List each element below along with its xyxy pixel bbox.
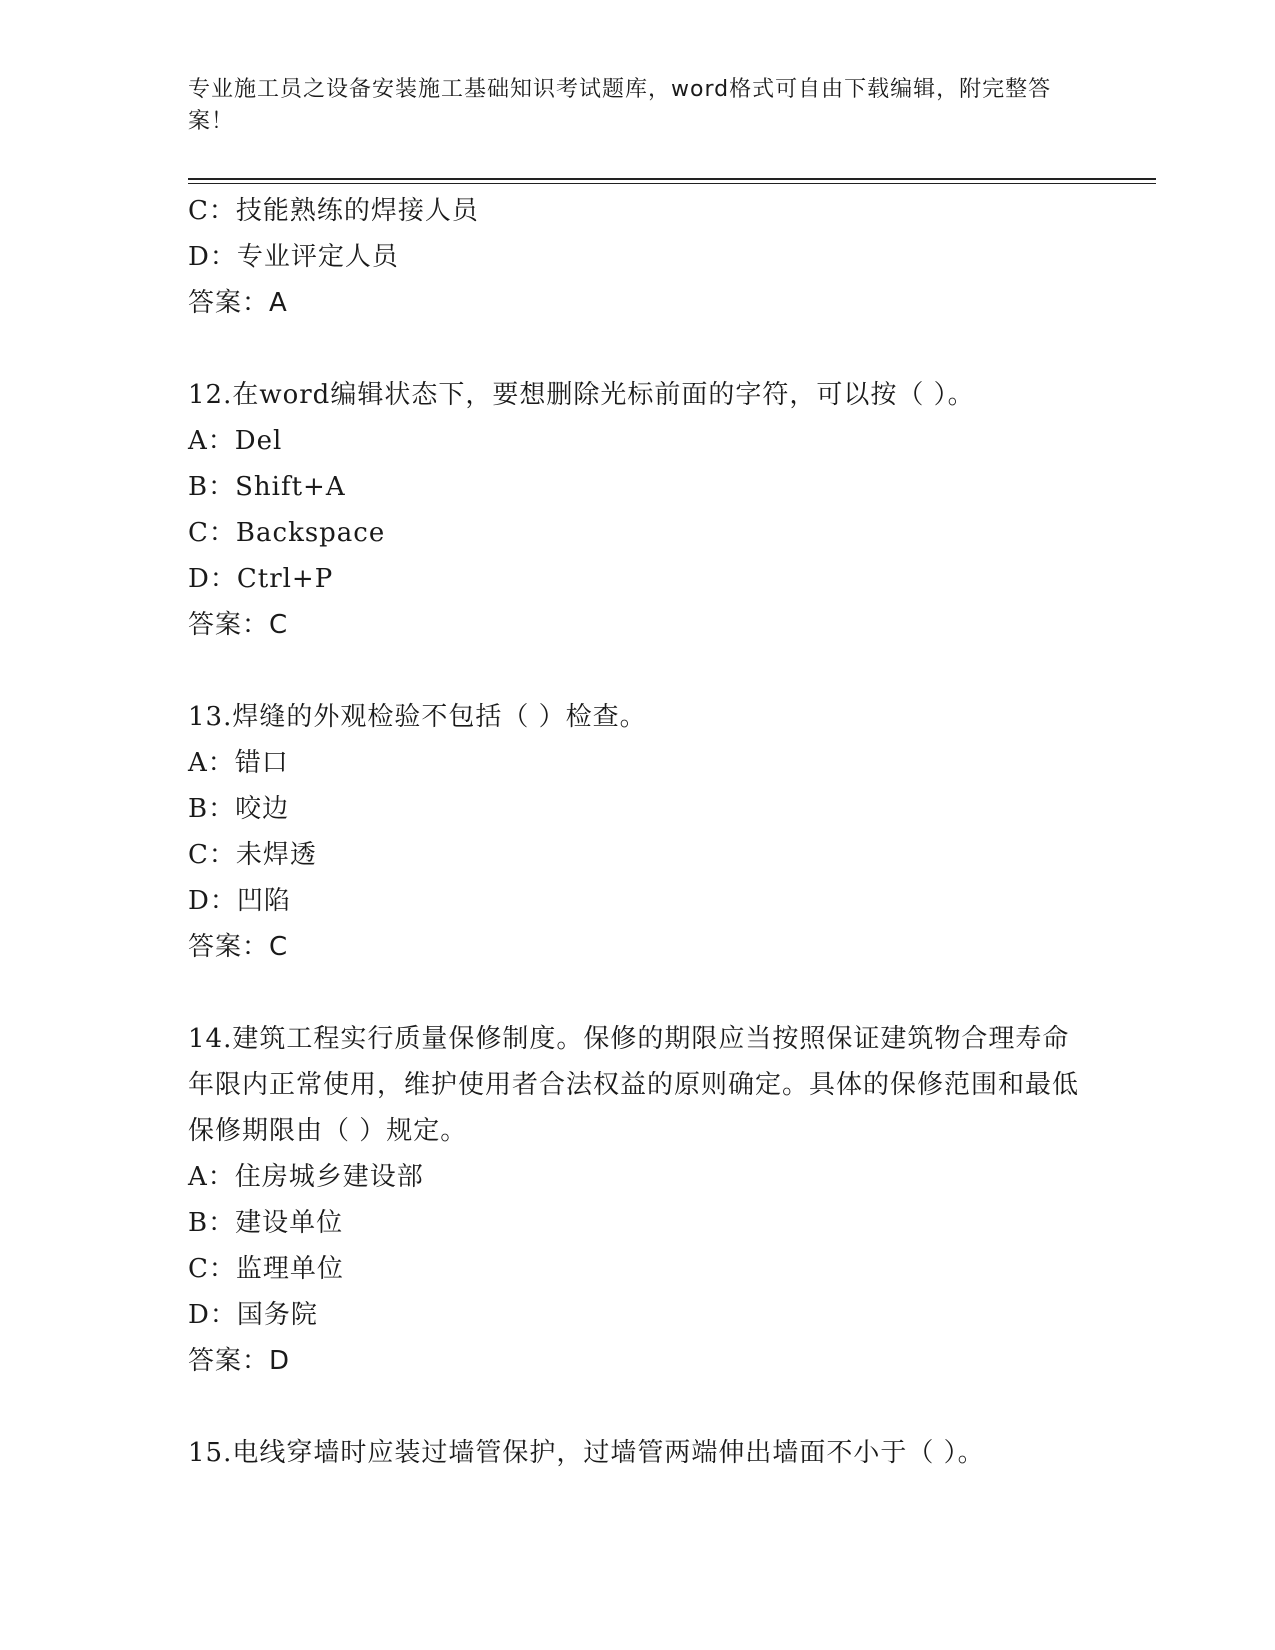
option-c: C：Backspace xyxy=(188,518,386,548)
option-c: C：未焊透 xyxy=(188,840,317,870)
option-b: B：Shift+A xyxy=(188,472,346,502)
option-a: A：Del xyxy=(188,426,283,456)
question-11 xyxy=(188,188,1088,326)
option-d: D：凹陷 xyxy=(188,886,291,916)
option-b: B：咬边 xyxy=(188,794,290,824)
option-b: B：建设单位 xyxy=(188,1208,344,1238)
question-14 xyxy=(188,1016,1088,1384)
answer: 答案：C xyxy=(188,932,289,962)
question-list xyxy=(188,188,1088,1476)
question-stem: 15.电线穿墙时应装过墙管保护，过墙管两端伸出墙面不小于（ ）。 xyxy=(188,1438,985,1468)
option-d: D：国务院 xyxy=(188,1300,318,1330)
answer: 答案：A xyxy=(188,288,288,318)
answer: 答案：D xyxy=(188,1346,291,1376)
answer: 答案：C xyxy=(188,610,289,640)
option-a: A：住房城乡建设部 xyxy=(188,1162,424,1192)
question-stem: 14.建筑工程实行质量保修制度。保修的期限应当按照保证建筑物合理寿命年限内正常使用，维护使用者合法权益的原则确定。具体的保修范围和最低保修期限由（ ）规定。 xyxy=(188,1024,1080,1146)
question-stem: 13.焊缝的外观检验不包括（ ）检查。 xyxy=(188,702,647,732)
option-c: C：技能熟练的焊接人员 xyxy=(188,196,479,226)
question-15 xyxy=(188,1430,1088,1476)
option-d: D：Ctrl+P xyxy=(188,564,334,594)
option-c: C：监理单位 xyxy=(188,1254,344,1284)
header-rule-thin xyxy=(188,183,1156,184)
document-header: 专业施工员之设备安装施工基础知识考试题库，word格式可自由下载编辑，附完整答案！ xyxy=(188,77,1052,134)
option-d: D：专业评定人员 xyxy=(188,242,399,272)
question-stem: 12.在word编辑状态下，要想删除光标前面的字符，可以按（ ）。 xyxy=(188,380,975,410)
question-13 xyxy=(188,694,1088,970)
question-12 xyxy=(188,372,1088,648)
header-rule-thick xyxy=(188,178,1156,180)
option-a: A：错口 xyxy=(188,748,289,778)
